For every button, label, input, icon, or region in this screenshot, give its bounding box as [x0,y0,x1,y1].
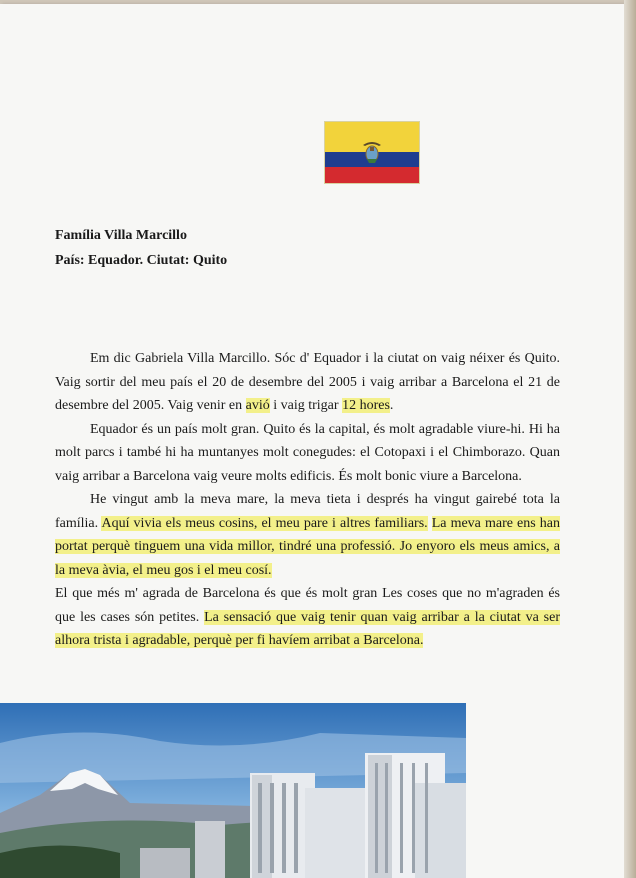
paragraph-text: Em dic Gabriela Villa Marcillo. Sóc d' Equador i la ciutat on vaig néixer és Quito. Vaig sortir del meu país el 20 de desembre del 2005 i vaig arribar a Barcelona el 21 de desembre del 2005. Vaig venir en [55,351,560,413]
highlighted-text: 12 hores [342,398,390,413]
paragraph-text: i vaig trigar [269,398,343,413]
coat-of-arms-icon [362,137,382,167]
paragraph [55,418,560,489]
body-text [55,347,560,653]
highlighted-text: La sensació que vaig tenir quan vaig arribar a la ciutat va ser alhora trista i agradable, perquè per fi havíem arribat a Barcelona. [55,609,561,648]
family-title: Família Villa Marcillo [55,228,187,243]
city-photo [0,703,466,878]
highlighted-text: avió [245,398,270,413]
paragraph-text: Equador és un país molt gran. Quito és la capital, és molt agradable viure-hi. Hi ha molt parcs i també hi ha muntanyes molt conegudes: el Cotopaxi i el Chimborazo. Quan vaig arribar a Barcelona vaig veure molts edificis. És molt bonic viure a Barcelona. [55,421,560,484]
paragraph [55,347,560,418]
paper-edge [624,0,636,878]
paragraph-text: . [389,398,394,413]
ecuador-flag-icon [325,122,419,183]
paragraph-text: He vingut amb la meva mare, la meva tieta i després ha vingut gairebé tota la família. [55,492,560,531]
country-city-title: País: Equador. Ciutat: Quito [55,253,228,268]
highlighted-text: La meva mare ens han portat perquè tinguem una vida millor, tindré una professió. Jo enyoro els meus amics, a la meva àvia, el meu gos i el meu cosí. [55,515,560,578]
highlighted-text: Aquí vivia els meus cosins, el meu pare i altres familiars. [101,515,428,531]
paragraph [55,582,560,653]
paragraph [55,488,560,582]
paragraph-text: El que més m' agrada de Barcelona és que és molt gran Les coses que no m'agraden és que les cases són petites. [55,586,560,625]
